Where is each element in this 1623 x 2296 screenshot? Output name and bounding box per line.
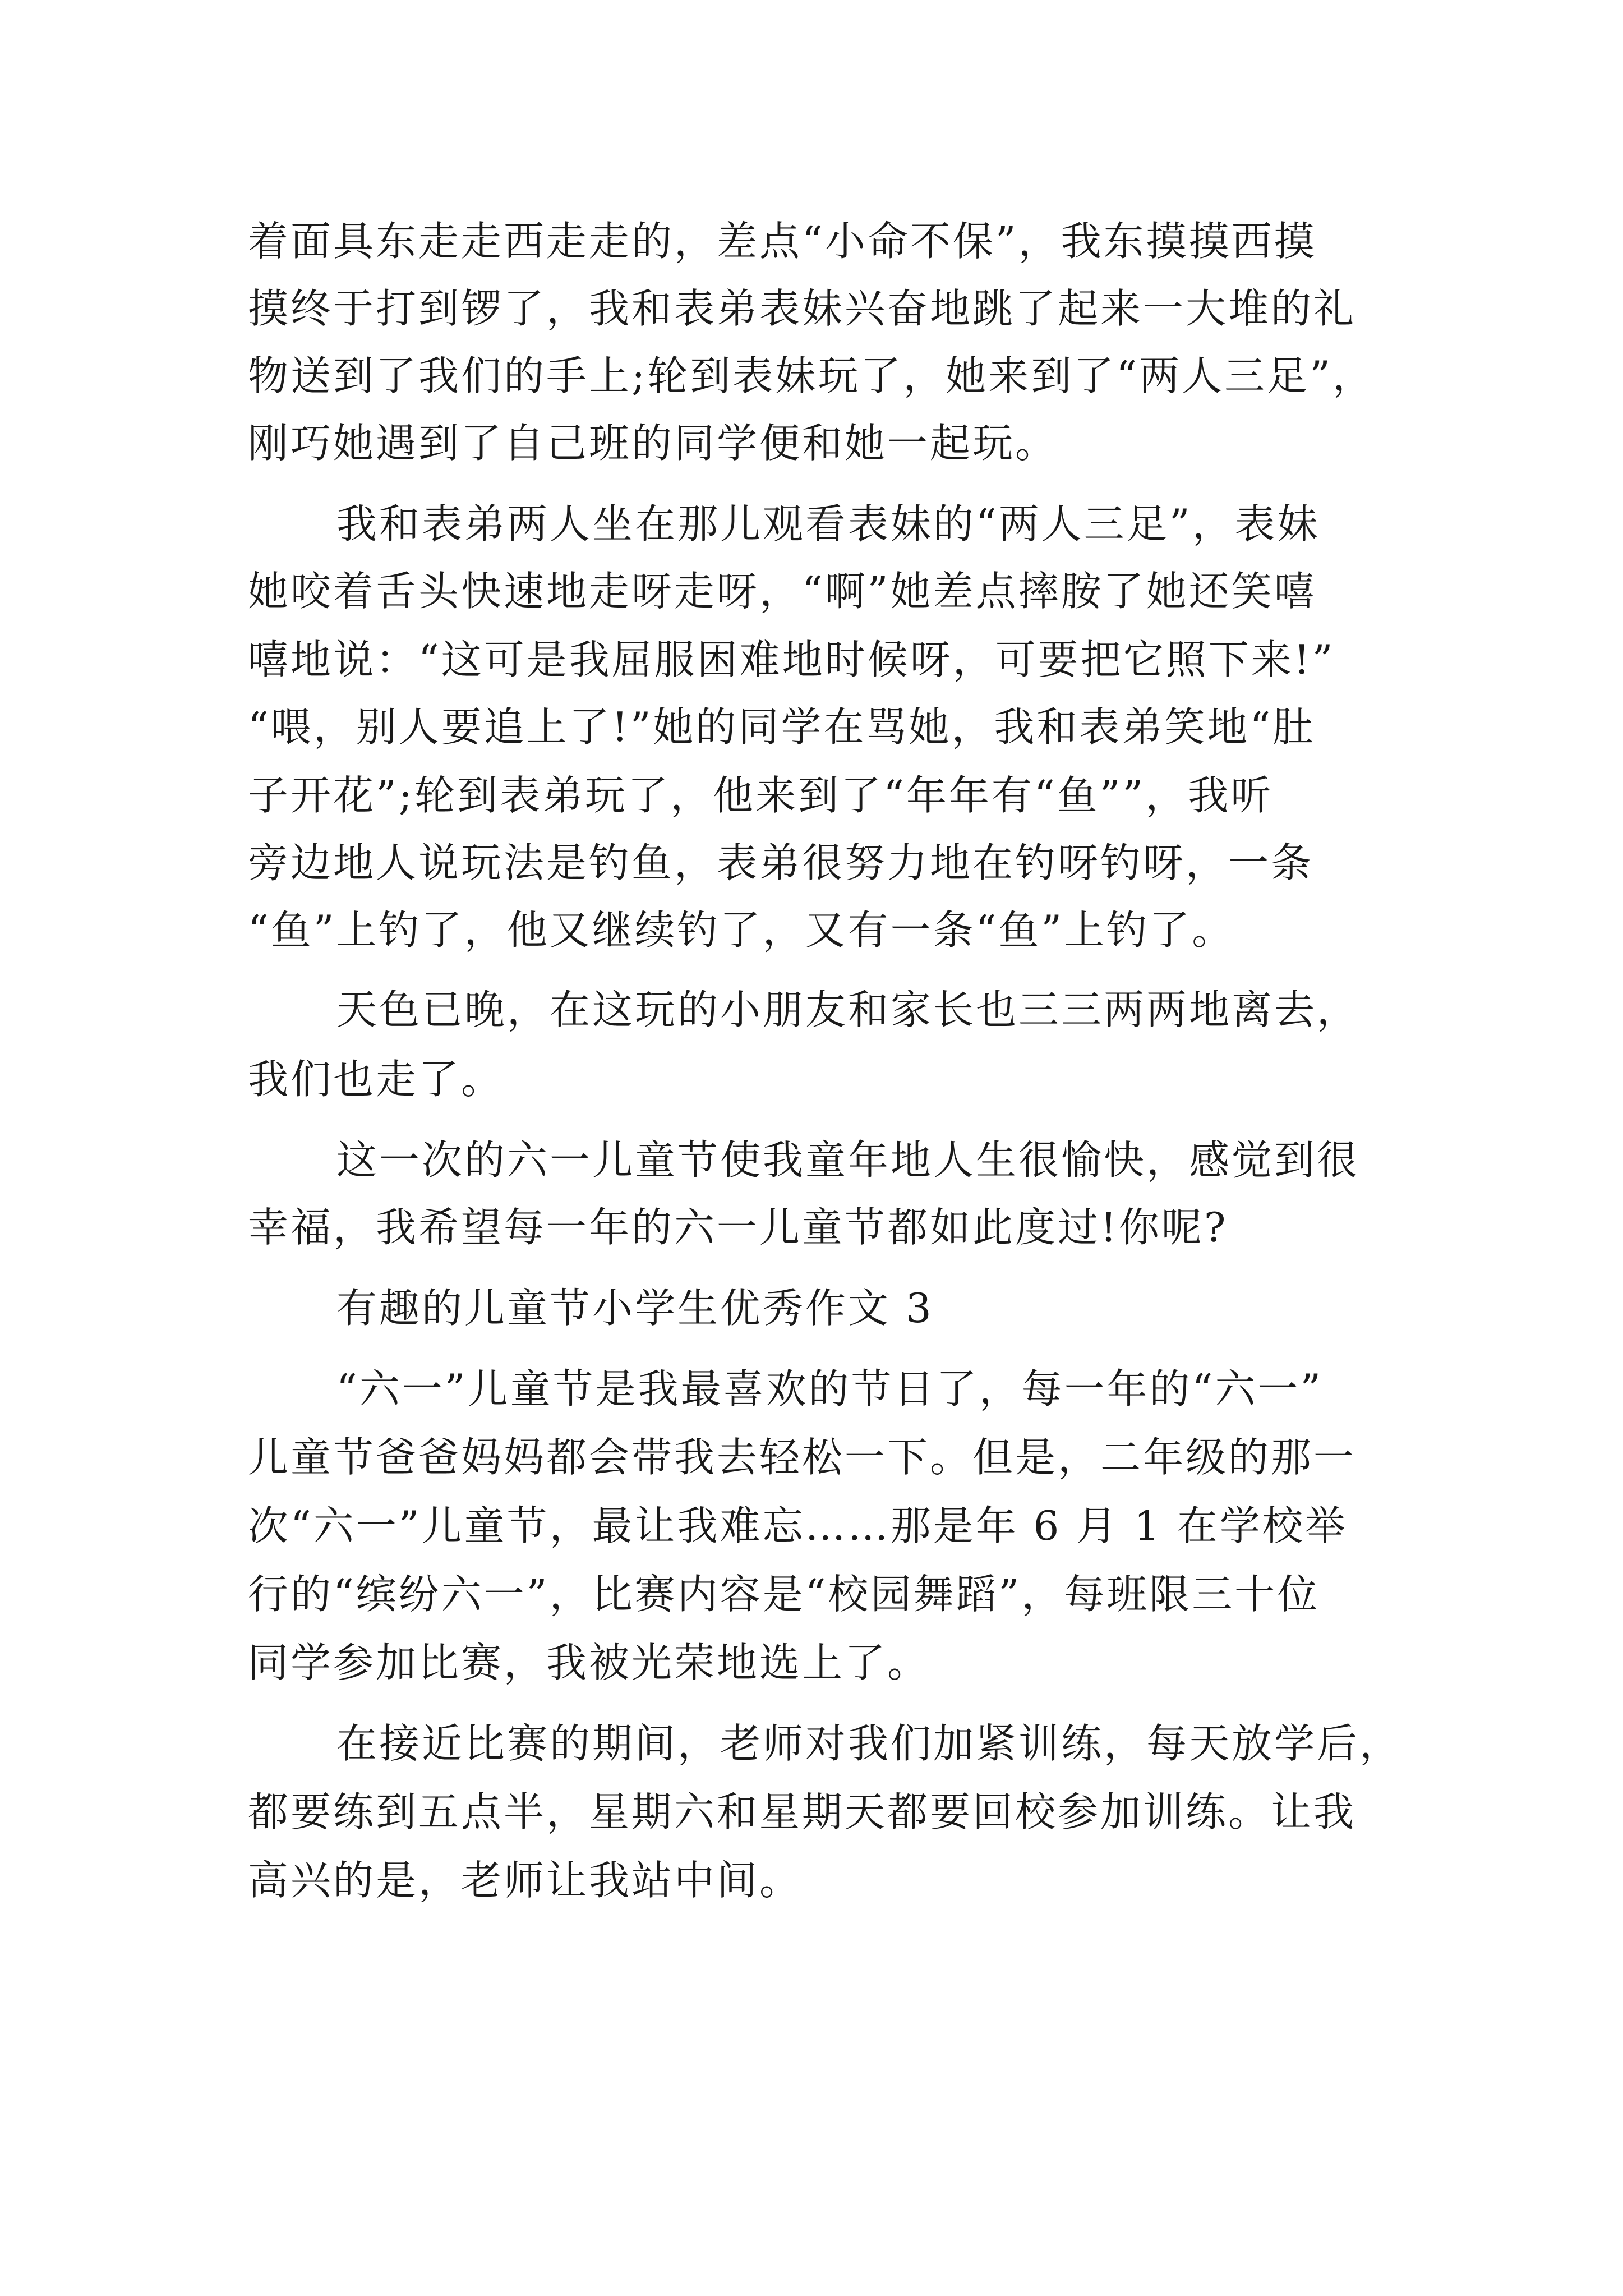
text-line: 都要练到五点半，星期六和星期天都要回校参加训练。让我 xyxy=(248,1788,1357,1835)
section-heading: 有趣的儿童节小学生优秀作文 3 xyxy=(336,1285,934,1332)
text-line: “鱼”上钓了，他又继续钓了，又有一条“鱼”上钓了。 xyxy=(248,907,1235,954)
text-line: 高兴的是，老师让我站中间。 xyxy=(248,1857,803,1904)
text-line: 我和表弟两人坐在那儿观看表妹的“两人三足”，表妹 xyxy=(336,500,1320,547)
text-line: “六一”儿童节是我最喜欢的节日了，每一年的“六一” xyxy=(336,1365,1324,1412)
text-line: 同学参加比赛，我被光荣地选上了。 xyxy=(248,1639,930,1686)
text-line: 摸终于打到锣了，我和表弟表妹兴奋地跳了起来一大堆的礼 xyxy=(248,285,1357,332)
text-line: 在接近比赛的期间，老师对我们加紧训练，每天放学后， xyxy=(336,1720,1403,1767)
text-line: 幸福，我希望每一年的六一儿童节都如此度过!你呢? xyxy=(248,1204,1228,1251)
text-line: 天色已晚，在这玩的小朋友和家长也三三两两地离去， xyxy=(336,986,1360,1033)
text-line: 旁边地人说玩法是钓鱼，表弟很努力地在钓呀钓呀，一条 xyxy=(248,839,1314,886)
text-line: 物送到了我们的手上;轮到表妹玩了，她来到了“两人三足”， xyxy=(248,352,1375,399)
text-line: 刚巧她遇到了自己班的同学便和她一起玩。 xyxy=(248,420,1058,467)
text-line: 次“六一”儿童节，最让我难忘……那是年 6 月 1 在学校举 xyxy=(248,1502,1348,1549)
text-line: 这一次的六一儿童节使我童年地人生很愉快，感觉到很 xyxy=(336,1137,1360,1184)
text-line: 我们也走了。 xyxy=(248,1056,504,1103)
text-line: 子开花”;轮到表弟玩了，他来到了“年年有“鱼””，我听 xyxy=(248,772,1274,819)
text-line: “喂，别人要追上了!”她的同学在骂她，我和表弟笑地“肚 xyxy=(248,703,1316,751)
text-line: 行的“缤纷六一”，比赛内容是“校园舞蹈”，每班限三十位 xyxy=(248,1571,1320,1618)
text-line: 儿童节爸爸妈妈都会带我去轻松一下。但是，二年级的那一 xyxy=(248,1434,1357,1481)
text-line: 嘻地说：“这可是我屈服困难地时候呀，可要把它照下来!” xyxy=(248,636,1335,683)
text-line: 着面具东走走西走走的，差点“小命不保”，我东摸摸西摸 xyxy=(248,218,1317,265)
text-line: 她咬着舌头快速地走呀走呀，“啊”她差点摔胺了她还笑嘻 xyxy=(248,568,1317,615)
